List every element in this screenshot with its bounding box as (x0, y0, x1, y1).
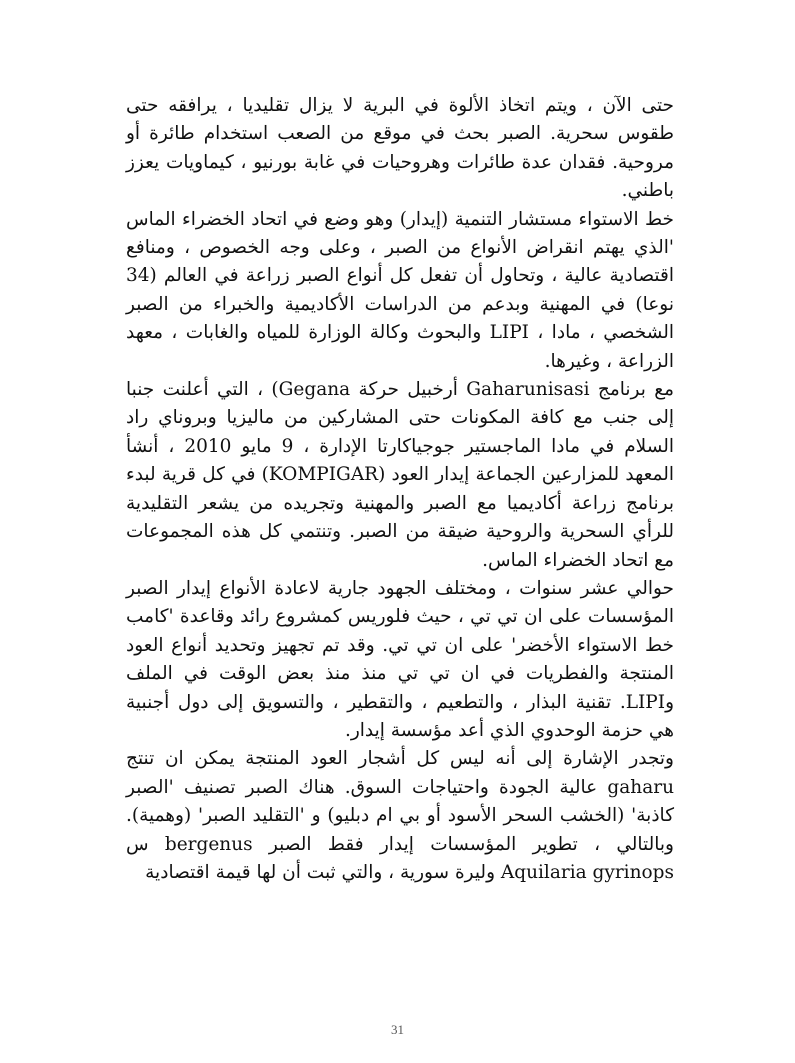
paragraph-5: وتجدر الإشارة إلى أنه ليس كل أشجار العود المنتجة يمكن ان تنتج gaharu عالية الجودة واحتياجات السوق. هناك الصبر تصنيف 'الصبر كاذبة' (الخشب السحر الأسود أو بي ام دبليو) و 'التقليد الصبر' (وهمية). وبالتالي ، تطوير المؤسسات إيدار فقط الصبر bergenus س Aquilaria gyrinops وليرة سورية ، والتي ثبت أن لها قيمة اقتصادية (126, 748, 674, 883)
paragraph-3: مع برنامج Gaharunisasi أرخبيل حركة Gegana) ، التي أعلنت جنبا إلى جنب مع كافة المكونات حتى المشاركين من ماليزيا وبروناي راد السلام في مادا الماجستير جوجياكارتا الإدارة ، 9 مايو 2010 ، أنشأ المعهد للمزارعين الجماعة إيدار العود (KOMPIGAR) في كل قرية لبدء برنامج زراعة أكاديميا مع الصبر والمهنية وتجريده من يشعر التقليدية للرأي السحرية والروحية ضيقة من الصبر. وتنتمي كل هذه المجموعات مع اتحاد الخضراء الماس. (126, 379, 674, 571)
body-text (126, 92, 674, 887)
page-number: 31 (391, 1022, 404, 1037)
paragraph-2: خط الاستواء مستشار التنمية (إيدار) وهو وضع في اتحاد الخضراء الماس 'الذي يهتم انقراض الأنواع من الصبر ، وعلى وجه الخصوص ، ومنافع اقتصادية عالية ، وتحاول أن تفعل كل أنواع الصبر زراعة في العالم (34 نوعا) في المهنية وبدعم من الدراسات الأكاديمية والخبراء من الصبر الشخصي ، مادا ، LIPI والبحوث وكالة الوزارة للمياه والغابات ، معهد الزراعة ، وغيرها. (126, 208, 674, 372)
paragraph-4: حوالي عشر سنوات ، ومختلف الجهود جارية لاعادة الأنواع إيدار الصبر المؤسسات على ان تي تي ، حيث فلوريس كمشروع رائد وقاعدة 'كامب خط الاستواء الأخضر' على ان تي تي. وقد تم تجهيز وتحديد أنواع العود المنتجة والفطريات في ان تي تي منذ منذ بعض الوقت في الملف وLIPI. تقنية البذار ، والتطعيم ، والتقطير ، والتسويق إلى دول أجنبية هي حزمة الوحدوي الذي أعد مؤسسة إيدار. (126, 577, 674, 741)
paragraph-1: حتى الآن ، ويتم اتخاذ الألوة في البرية لا يزال تقليديا ، يرافقه حتى طقوس سحرية. الصبر بحث في موقع من الصعب استخدام طائرة أو مروحية. فقدان عدة طائرات وهروحيات في غابة بورنيو ، كيماويات يعزز باطني. (126, 95, 674, 202)
